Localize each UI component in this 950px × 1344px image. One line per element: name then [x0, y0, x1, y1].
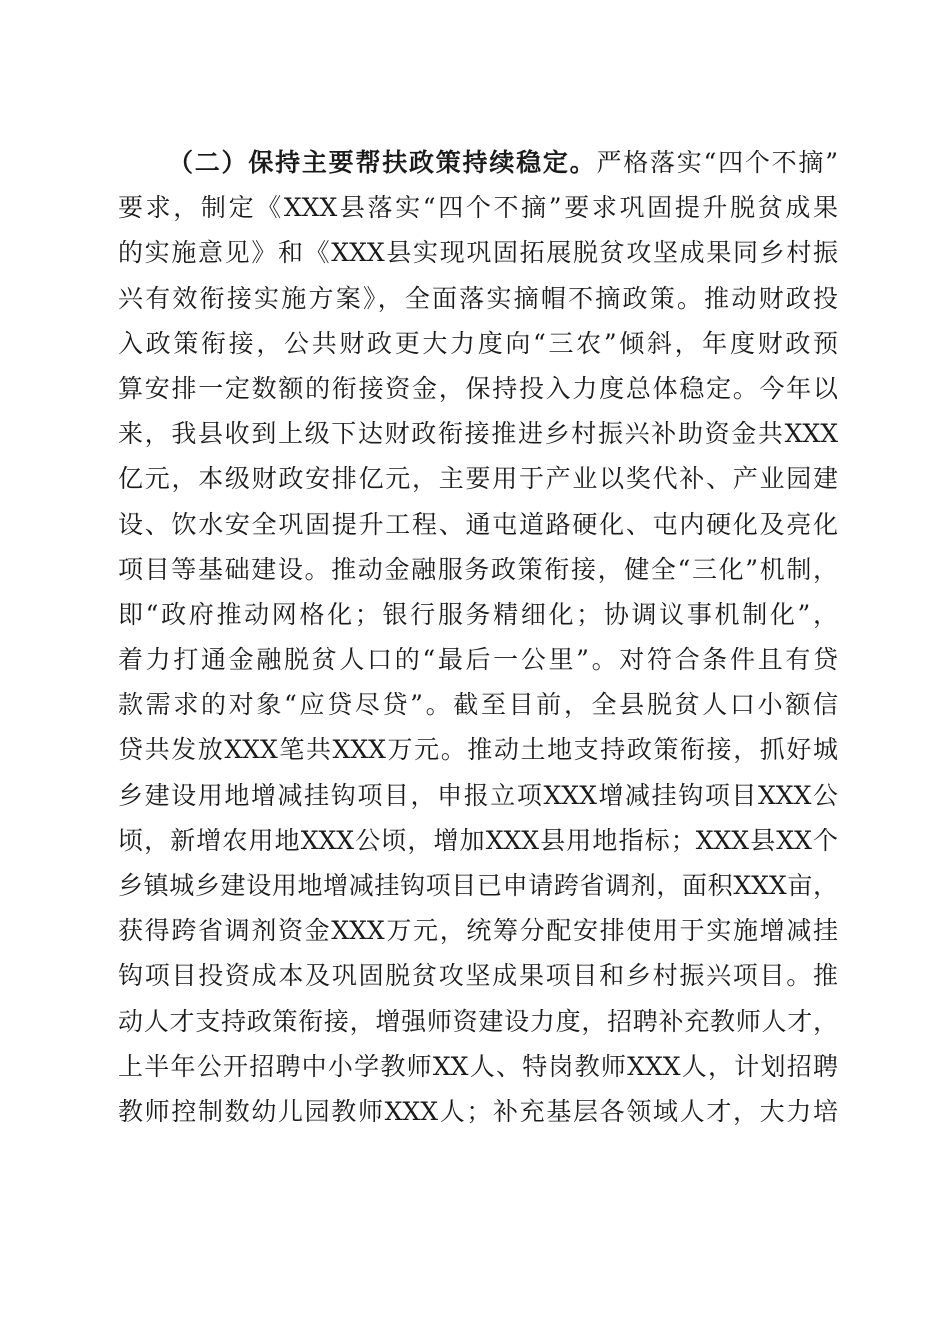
- paragraph-line: 要求，制定《XXX县落实“四个不摘”要求巩固提升脱贫成果: [118, 193, 838, 223]
- paragraph-line: [118, 140, 838, 185]
- paragraph-line: 的实施意见》和《XXX县实现巩固拓展脱贫攻坚成果同乡村振: [118, 238, 838, 268]
- paragraph-line: 亿元，本级财政安排亿元，主要用于产业以奖代补、产业园建: [118, 464, 838, 494]
- paragraph-line: 着力打通金融脱贫人口的“最后一公里”。对符合条件且有贷: [118, 645, 838, 675]
- paragraph-line: 上半年公开招聘中小学教师XX人、特岗教师XXX人，计划招聘: [118, 1051, 838, 1081]
- paragraph-line: 动人才支持政策衔接，增强师资建设力度，招聘补充教师人才，: [118, 1006, 838, 1036]
- paragraph-line: 款需求的对象“应贷尽贷”。截至目前，全县脱贫人口小额信: [118, 690, 838, 720]
- paragraph-line: 项目等基础建设。推动金融服务政策衔接，健全“三化”机制，: [118, 554, 838, 584]
- paragraph-line: 即“政府推动网格化；银行服务精细化；协调议事机制化”，: [118, 599, 838, 629]
- paragraph-line: 贷共发放XXX笔共XXX万元。推动土地支持政策衔接，抓好城: [118, 735, 838, 765]
- paragraph-line: 算安排一定数额的衔接资金，保持投入力度总体稳定。今年以: [118, 373, 838, 403]
- paragraph-line: 兴有效衔接实施方案》，全面落实摘帽不摘政策。推动财政投: [118, 283, 838, 313]
- paragraph-line: 钩项目投资成本及巩固脱贫攻坚成果项目和乡村振兴项目。推: [118, 961, 838, 991]
- paragraph-line: 获得跨省调剂资金XXX万元，统筹分配安排使用于实施增减挂: [118, 916, 838, 946]
- paragraph-line: 来，我县收到上级下达财政衔接推进乡村振兴补助资金共XXX: [118, 419, 838, 449]
- section-heading: （二）保持主要帮扶政策持续稳定。: [168, 148, 597, 177]
- paragraph-line: 乡镇城乡建设用地增减挂钩项目已申请跨省调剂，面积XXX亩，: [118, 871, 838, 900]
- paragraph-line: 设、饮水安全巩固提升工程、通屯道路硬化、屯内硬化及亮化: [118, 509, 838, 539]
- paragraph-line: 乡建设用地增减挂钩项目，申报立项XXX增减挂钩项目XXX公: [118, 780, 838, 810]
- paragraph-line: 入政策衔接，公共财政更大力度向“三农”倾斜，年度财政预: [118, 328, 838, 358]
- line-text: 严格落实“四个不摘”: [596, 148, 838, 177]
- paragraph-body: [118, 140, 838, 1134]
- paragraph-line: 教师控制数幼儿园教师XXX人；补充基层各领域人才，大力培: [118, 1096, 838, 1126]
- paragraph-line: 顷，新增农用地XXX公顷，增加XXX县用地指标；XXX县XX个: [118, 825, 838, 855]
